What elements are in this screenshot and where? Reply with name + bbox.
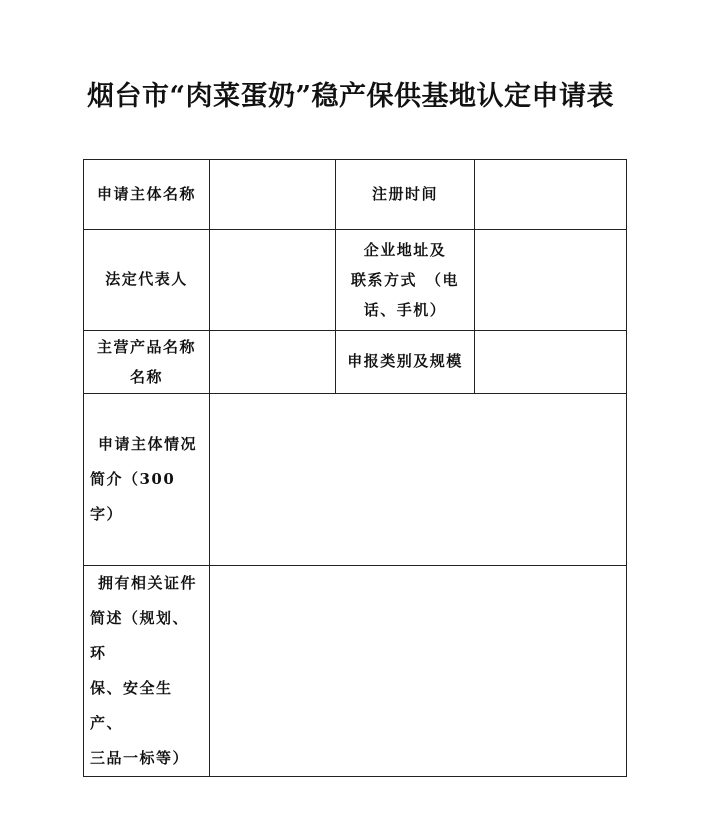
registration-time-field[interactable] [475,160,627,230]
address-contact-label-line: 话、手机） [363,301,447,319]
certificates-label-line: 拥有相关证件 [97,574,197,592]
main-products-label-line: 名称 [129,368,163,386]
certificates-label-line: 三品一标等） [90,749,190,767]
certificates-label-line: 简述（规划、环 [90,609,190,662]
category-scale-label: 申报类别及规模 [347,352,463,371]
certificates-label [84,566,209,776]
applicant-intro-field[interactable] [210,394,627,566]
form-row-products [84,331,627,394]
applicant-intro-label-line: 简介（300 字） [90,470,176,523]
legal-rep-label-cell [84,230,210,331]
certificates-label-line: 保、安全生产、 [90,679,173,732]
document-title: 烟台市“肉菜蛋奶”稳产保供基地认定申请表 [86,81,615,112]
legal-rep-field[interactable] [210,230,336,331]
form-row-applicant [84,160,627,230]
form-row-legal-rep [84,230,627,331]
applicant-name-label-cell [84,160,210,230]
main-products-field[interactable] [210,331,336,394]
application-form-table [83,159,627,777]
main-products-label-cell [84,331,210,394]
category-scale-label-cell [336,331,475,394]
applicant-name-label: 申请主体名称 [96,184,196,203]
registration-time-label: 注册时间 [371,184,438,203]
registration-time-label-cell [336,160,475,230]
form-row-intro [84,394,627,566]
form-row-certificates [84,566,627,777]
applicant-intro-label-cell [84,394,210,566]
applicant-intro-label-line: 申请主体情况 [97,435,197,453]
address-contact-label-line: 联系方式 （电 [350,271,459,289]
legal-rep-label: 法定代表人 [105,270,188,289]
main-products-label-line: 主营产品名称 [96,338,196,356]
certificates-label-cell [84,566,210,777]
address-contact-label-line: 企业地址及 [363,241,447,259]
address-contact-label-cell [336,230,475,331]
address-contact-field[interactable] [475,230,627,331]
category-scale-field[interactable] [475,331,627,394]
applicant-intro-label [84,427,209,532]
address-contact-label [351,235,459,325]
main-products-label [97,332,196,392]
certificates-field[interactable] [210,566,627,777]
applicant-name-field[interactable] [210,160,336,230]
